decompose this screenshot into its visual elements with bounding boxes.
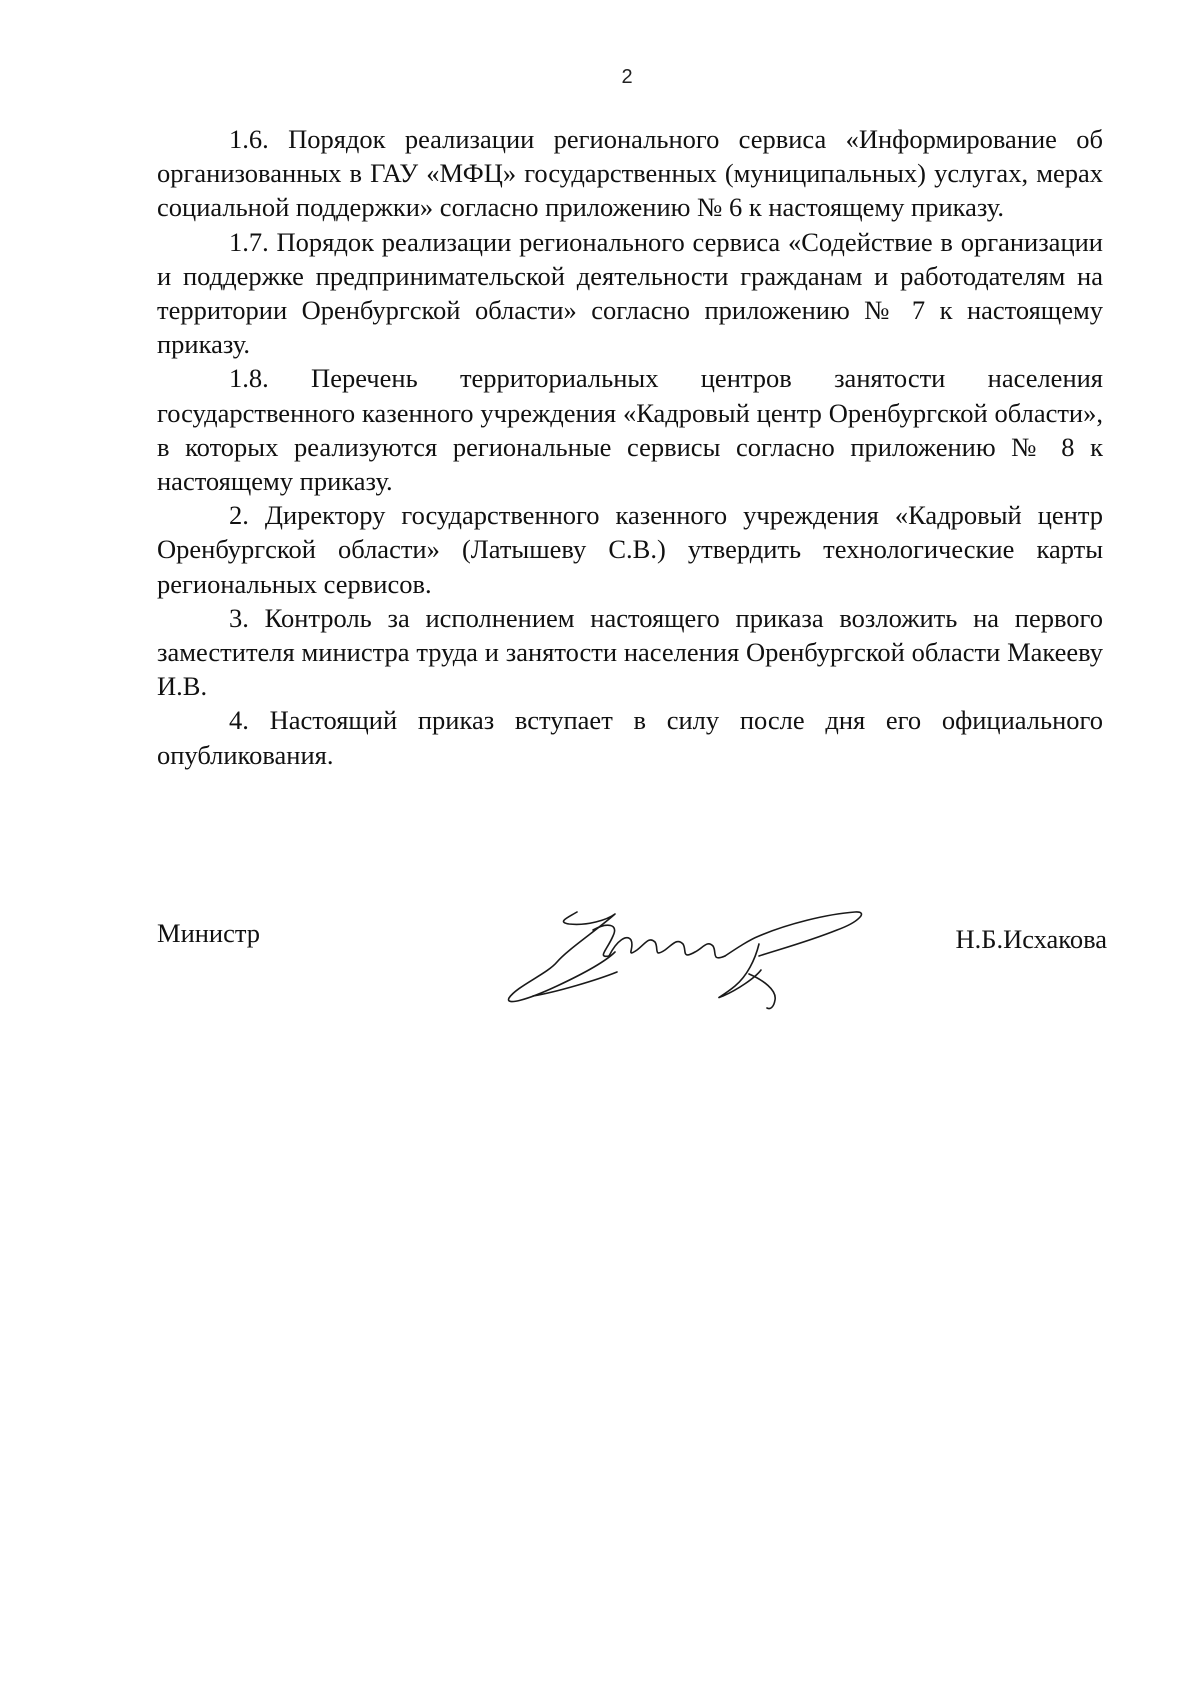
paragraph-3: 3. Контроль за исполнением настоящего приказа возложить на первого заместителя министра труда и занятости населения Оренбургской области Макееву И.В. <box>157 602 1103 702</box>
paragraph-1-7: 1.7. Порядок реализации регионального сервиса «Содействие в организации и поддержке предпринимательской деятельности гражданам и работодателям на территории Оренбургской области» согласно приложению № 7 к настоящему приказу. <box>157 226 1103 360</box>
paragraph-1-8: 1.8. Перечень территориальных центров занятости населения государственного казенного учреждения «Кадровый центр Оренбургской области», в которых реализуются региональные сервисы согласно приложению № 8 к настоящему приказу. <box>157 363 1103 497</box>
paragraph-2: 2. Директору государственного казенного учреждения «Кадровый центр Оренбургской области» (Латышеву С.В.) утвердить технологические карты региональных сервисов. <box>157 500 1103 599</box>
handwritten-signature <box>497 900 877 1010</box>
signatory-name: Н.Б.Исхакова <box>955 924 1107 954</box>
page-number: 2 <box>621 66 633 88</box>
paragraph-4: 4. Настоящий приказ вступает в силу после дня его официального опубликования. <box>157 705 1103 770</box>
signatory-title: Министр <box>157 918 261 948</box>
document-body <box>157 122 1103 772</box>
signature-block <box>157 900 1107 1020</box>
paragraph-1-6: 1.6. Порядок реализации регионального сервиса «Информирование об организованных в ГАУ «МФЦ» государственных (муниципальных) услугах, мерах социальной поддержки» согласно приложению № 6 к настоящему приказу. <box>157 124 1103 223</box>
